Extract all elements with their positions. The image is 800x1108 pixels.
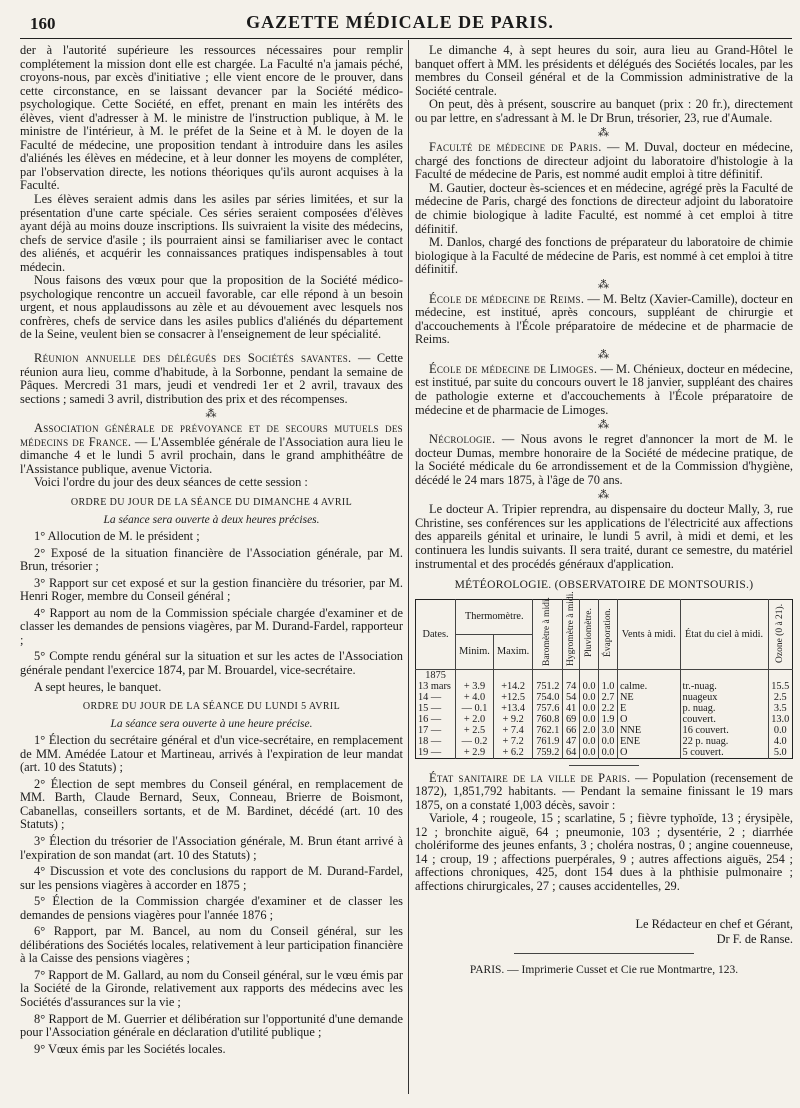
health-heading: État sanitaire de la ville de Paris. — [429, 770, 631, 785]
asylum-paragraph-1: der à l'autorité supérieure les ressources nécessaires pour remplir complétement la mission dont elle est chargée. La Faculté n'a jamais péché, croyons-nous, par excès d'initiative ; elle vient encore de le prouver, dans cette circonstance, en se laissant devancer par la Société médico-psychologique. Cette Société, en effet, prenant en main les intérêts des élèves, vient d'adresser à M. le ministre de l'instruction publique, à M. le ministre de l'intérieur, à M. le préfet de la Seine et à M. le doyen de la Faculté de médecine, une proposition tendant à introduire dans les asiles d'aliénés les élèves en médecine, et à leur donner les moyens de compléter, par l'observation directe, les notions théoriques qu'ils auront acquises à la Faculté. — [20, 43, 403, 193]
meteo-row — [416, 681, 793, 692]
meteo-cell-pluvio: 0.0 — [580, 714, 599, 725]
col-dates: Dates. — [416, 599, 456, 669]
meteo-cell-max: +13.4 — [493, 703, 533, 714]
meteo-cell-date: 19 — — [418, 746, 442, 758]
separator-stars: ⁂ — [598, 419, 610, 432]
order-intro: Voici l'ordre du jour des deux séances de cette session : — [34, 475, 308, 490]
meteo-row — [416, 714, 793, 725]
meteo-cell-hygro: 54 — [563, 692, 580, 703]
agenda-1-opening: La séance sera ouverte à deux heures précises. — [103, 513, 320, 526]
meteo-cell-vent: NE — [617, 692, 680, 703]
meteo-cell-ciel: p. nuag. — [680, 703, 768, 714]
meteo-cell-ciel: 16 couvert. — [680, 725, 768, 736]
faculty-heading: Faculté de médecine de Paris. — [429, 140, 602, 155]
meteo-cell-min: — 0.1 — [456, 703, 494, 714]
col-ozone: Ozone (0 à 21). — [774, 603, 785, 663]
meteo-cell-evap: 0.0 — [599, 736, 618, 747]
agenda-1-item: 2° Exposé de la situation financière de l'Association générale, par M. Brun, trésorier ; — [20, 545, 403, 574]
meteo-cell-baro: 762.1 — [533, 725, 563, 736]
meteo-cell-baro: 760.8 — [533, 714, 563, 725]
agenda-2-title: ORDRE DU JOUR DE LA SÉANCE DU LUNDI 5 AVRIL — [82, 701, 341, 713]
col-barometer: Baromètre à midi. — [542, 596, 553, 666]
meteo-row — [416, 736, 793, 747]
agenda-1-item: 1° Allocution de M. le président ; — [34, 529, 200, 544]
agenda-2-opening: La séance sera ouverte à une heure précise. — [110, 717, 313, 730]
editor-signature: Dr F. de Ranse. — [716, 932, 793, 947]
reims-article — [415, 293, 793, 347]
meteo-cell-ciel: tr.-nuag. — [680, 681, 768, 692]
meteo-cell-hygro: 66 — [563, 725, 580, 736]
meteo-cell-evap: 1.0 — [599, 681, 618, 692]
agenda-1-item: 4° Rapport au nom de la Commission spéciale chargée d'examiner et de classer les demandes de pensions viagères, par M. Durand-Fardel, rapporteur ; — [20, 605, 403, 647]
agenda-2-item: 6° Rapport, par M. Bancel, au nom du Conseil général, sur les délibérations des Sociétés locales, relativement à leur participation financière à la Caisse des pensions viagères ; — [20, 924, 403, 966]
meteo-cell-ciel: 22 p. nuag. — [680, 736, 768, 747]
meteo-cell-evap: 1.9 — [599, 714, 618, 725]
meteo-cell-min: + 4.0 — [456, 692, 494, 703]
separator-stars: ⁂ — [598, 278, 610, 291]
asylum-paragraph-3: Nous faisons des vœux pour que la proposition de la Société médico-psychologique rencontre un accueil favorable, car elle répond à un besoin urgent, et nous applaudissons au zèle et au dévouement avec lesquels nos confrères, chefs de service dans les asiles publics d'aliénés du département de la Seine, veulent bien se consacrer à l'enseignement de leur spécialité. — [20, 273, 403, 342]
limoges-heading: École de médecine de Limoges. — [429, 361, 598, 376]
necrology-text: — Nous avons le regret d'annoncer la mort de M. le docteur Dumas, membre honoraire de la Société de médecine pratique, de la Société médicale du 6e arrondissement et de la Commission d'hygiène, décédé le 24 mars 1875, à l'âge de 70 ans. — [415, 432, 793, 487]
gautier-paragraph: M. Gautier, docteur ès-sciences et en médecine, agrégé près la Faculté de médecine de Paris, chargé des fonctions de directeur adjoint du laboratoire de chimie biologique à ladite Faculté, est nommé à cet emploi à titre définitif. — [415, 180, 793, 236]
meteo-cell-date: 16 — — [418, 713, 442, 725]
meteo-cell-min: + 2.0 — [456, 714, 494, 725]
meteo-cell-vent: O — [617, 747, 680, 759]
tripier-paragraph: Le docteur A. Tripier reprendra, au dispensaire du docteur Mally, 3, rue Christine, ses conférences sur les applications de l'électricité aux affections des appareils génital et urinaire, le lundi 5 avril, à midi et demi, et les continuera les lundis suivants. Il sera traité, durant ce semestre, du matériel instrumental et des procédés généraux d'application. — [415, 502, 793, 571]
agenda-1-item: 5° Compte rendu général sur la situation et sur les actes de l'Association générale pendant l'exercice 1874, par M. Brouardel, vice-secrétaire. — [20, 649, 403, 677]
meteo-cell-pluvio: 0.0 — [580, 692, 599, 703]
danlos-paragraph: M. Danlos, chargé des fonctions de préparateur du laboratoire de chimie biologique à la Faculté de médecine de Paris, est nommé à cet emploi à titre définitif. — [415, 235, 793, 277]
meteo-cell-date: 17 — — [418, 724, 442, 736]
meteo-cell-min: + 2.9 — [456, 747, 494, 759]
meteorology-rows — [416, 669, 793, 758]
meteo-cell-evap: 0.0 — [599, 747, 618, 759]
meteo-cell-ciel: couvert. — [680, 714, 768, 725]
meteo-cell-hygro: 74 — [563, 681, 580, 692]
editor-line: Le Rédacteur en chef et Gérant, — [635, 916, 793, 931]
health-article — [415, 772, 793, 813]
meteo-cell-ozone: 2.5 — [768, 692, 792, 703]
meteo-cell-ozone: 0.0 — [768, 725, 792, 736]
meteo-row — [416, 703, 793, 714]
agenda-2-item: 3° Élection du trésorier de l'Association générale, M. Brun étant arrivé à l'expiration de son mandat (art. 10 des Statuts) ; — [20, 833, 403, 862]
meteo-cell-baro: 751.2 — [533, 681, 563, 692]
agenda-2-item: 1° Élection du secrétaire général et d'un vice-secrétaire, en remplacement de MM. Amédée Latour et Martineau, arrivés à l'expiration de leur mandat (art. 10 des Statuts) ; — [20, 733, 403, 775]
meteo-cell-baro: 757.6 — [533, 703, 563, 714]
right-column — [415, 44, 793, 977]
meteo-cell-baro: 759.2 — [533, 747, 563, 759]
meteo-year: 1875 — [425, 669, 446, 681]
agenda-2-item: 5° Élection de la Commission chargée d'examiner et de classer les demandes de pensions viagères pour l'année 1876 ; — [20, 894, 403, 922]
meteo-cell-evap: 3.0 — [599, 725, 618, 736]
asylum-paragraph-2: Les élèves seraient admis dans les asiles par séries limitées, et sur la présentation d'une carte spéciale. Ces séries seraient composées d'élèves ayant déjà au moins douze inscriptions. Ils suivraient la visite des médecins, chefs de service d'asile ; ils pourraient ainsi se familiariser avec le contact des aliénés, et acquérir les connaissances pratiques indispensables à tout médecin. — [20, 192, 403, 274]
meteo-cell-ciel: nuageux — [680, 692, 768, 703]
meteo-cell-vent: NNE — [617, 725, 680, 736]
association-text: — L'Assemblée générale de l'Association aura lieu le dimanche 4 et le lundi 5 avril prochain, dans le grand amphithéâtre de l'Assistance publique, avenue Victoria. — [20, 434, 404, 476]
meteo-cell-ozone: 4.0 — [768, 736, 792, 747]
agenda-1-item: A sept heures, le banquet. — [34, 679, 162, 694]
col-evaporation: Évaporation. — [602, 608, 613, 657]
meteo-cell-pluvio: 0.0 — [580, 747, 599, 759]
necrology-article — [415, 433, 793, 487]
agenda-1-title: ORDRE DU JOUR DE LA SÉANCE DU DIMANCHE 4 AVRIL — [70, 496, 353, 508]
meteo-cell-ozone: 3.5 — [768, 703, 792, 714]
page-header — [0, 0, 800, 44]
agenda-2-item: 4° Discussion et vote des conclusions du rapport de M. Durand-Fardel, sur les pensions viagères à accorder en 1875 ; — [20, 864, 403, 892]
meteo-cell-max: + 7.2 — [493, 736, 533, 747]
meteo-cell-baro: 754.0 — [533, 692, 563, 703]
meteo-cell-evap: 2.2 — [599, 703, 618, 714]
death-causes: Variole, 4 ; rougeole, 15 ; scarlatine, 5 ; fièvre typhoïde, 13 ; érysipèle, 12 ; bronchite aiguë, 64 ; pneumonie, 103 ; dysentérie, 2 ; diarrhée cholériforme des jeunes enfants, 3 ; choléra nostras, 0 ; angine couenneuse, 14 ; croup, 19 ; affections puerpérales, 9 ; autres affections aiguës, 254 ; affections chroniques, 425, dont 154 dues à la phthisie pulmonaire ; affections chirurgicales, 27 ; causes accidentelles, 29. — [415, 811, 793, 893]
reims-text: — M. Beltz (Xavier-Camille), docteur en médecine, est institué, après concours, suppléant de chirurgie et d'accouchements à l'École préparatoire de médecine et de pharmacie de Reims. — [415, 291, 793, 347]
col-winds: Vents à midi. — [617, 599, 680, 669]
reims-heading: École de médecine de Reims. — [429, 291, 585, 306]
agenda-2-item: 2° Élection de sept membres du Conseil général, en remplacement de MM. Barth, Claude Bernard, Seux, Conneau, Brierre de Boismont, Cabanellas, conseillers sortants, et de M. Bardinet, décédé (art. 10 des Statuts) ; — [20, 776, 403, 832]
meteo-cell-evap: 2.7 — [599, 692, 618, 703]
page-number: 160 — [30, 14, 56, 33]
meteorology-table — [415, 590, 793, 759]
meteo-row — [416, 725, 793, 736]
faculty-article — [415, 141, 793, 182]
journal-title: GAZETTE MÉDICALE DE PARIS. — [246, 12, 554, 32]
agenda-2-item: 8° Rapport de M. Guerrier et délibération sur l'opportunité d'une demande pour l'Association générale en déclaration d'utilité publique ; — [20, 1011, 403, 1040]
meteo-cell-min: + 3.9 — [456, 681, 494, 692]
meteo-row — [416, 747, 793, 759]
meteo-cell-date: 15 — — [418, 702, 442, 714]
meteo-cell-vent: ENE — [617, 736, 680, 747]
separator-stars: ⁂ — [598, 127, 610, 140]
meteo-cell-pluvio: 0.0 — [580, 703, 599, 714]
printer-line: PARIS. — Imprimerie Cusset et Cie rue Montmartre, 123. — [469, 963, 739, 976]
meteo-cell-vent: E — [617, 703, 680, 714]
col-pluviometer: Pluviomètre. — [583, 608, 594, 658]
reunion-heading: Réunion annuelle des délégués des Sociétés savantes. — [34, 351, 352, 366]
meteo-cell-date: 13 mars — [418, 680, 451, 692]
col-maximum: Maxim. — [493, 634, 533, 669]
meteo-cell-ozone: 15.5 — [768, 681, 792, 692]
meteo-cell-hygro: 41 — [563, 703, 580, 714]
meteo-cell-pluvio: 2.0 — [580, 725, 599, 736]
meteo-cell-min: + 2.5 — [456, 725, 494, 736]
meteo-cell-pluvio: 0.0 — [580, 681, 599, 692]
col-hygrometer: Hygromètre à midi. — [565, 590, 576, 666]
necrology-heading: Nécrologie. — [429, 432, 496, 447]
reunion-article — [20, 352, 403, 406]
subscribe-paragraph: On peut, dès à présent, souscrire au banquet (prix : 20 fr.), directement ou par lettre, en s'adressant à M. le Dr Brun, trésorier, 23, rue d'Aumale. — [415, 97, 793, 125]
meteo-cell-max: + 7.4 — [493, 725, 533, 736]
meteo-cell-max: + 9.2 — [493, 714, 533, 725]
meteo-cell-max: +12.5 — [493, 692, 533, 703]
meteo-cell-date: 14 — — [418, 691, 442, 703]
meteo-cell-date: 18 — — [418, 735, 442, 747]
meteo-cell-ozone: 5.0 — [768, 747, 792, 759]
separator-stars: ⁂ — [598, 489, 610, 502]
meteo-cell-ciel: 5 couvert. — [680, 747, 768, 759]
meteo-cell-min: — 0.2 — [456, 736, 494, 747]
meteo-cell-max: +14.2 — [493, 681, 533, 692]
association-article — [20, 422, 403, 476]
limoges-text: — M. Chénieux, docteur en médecine, est institué, par suite du concours ouvert le 18 janvier, suppléant des chaires de pathologie externe et d'accouchements à l'École préparatoire de médecine et de pharmacie de Limoges. — [415, 361, 793, 417]
meteo-cell-baro: 761.9 — [533, 736, 563, 747]
footer-rule — [514, 953, 694, 954]
col-thermometer: Thermomètre. — [456, 599, 533, 634]
association-heading: Association générale de prévoyance et de secours mutuels des médecins de France. — [20, 421, 403, 449]
separator-rule — [569, 765, 639, 766]
meteo-cell-hygro: 64 — [563, 747, 580, 759]
meteorology-title: MÉTÉOROLOGIE. (OBSERVATOIRE DE MONTSOURIS.) — [454, 579, 754, 592]
meteo-cell-pluvio: 0.0 — [580, 736, 599, 747]
meteo-cell-vent: O — [617, 714, 680, 725]
header-rule — [20, 38, 792, 39]
banquet-paragraph: Le dimanche 4, à sept heures du soir, aura lieu au Grand-Hôtel le banquet offert à MM. les présidents et délégués des Sociétés locales, par les membres du Conseil général et de la Commission administrative de la Société centrale. — [415, 43, 793, 98]
col-minimum: Minim. — [456, 634, 494, 669]
left-column — [20, 44, 403, 1056]
meteo-cell-ozone: 13.0 — [768, 714, 792, 725]
limoges-article — [415, 363, 793, 417]
column-divider — [408, 40, 409, 1094]
meteo-cell-max: + 6.2 — [493, 747, 533, 759]
meteo-cell-vent: calme. — [617, 681, 680, 692]
agenda-2-item: 7° Rapport de M. Gallard, au nom du Conseil général, sur le vœu émis par la Société de la Gironde, relativement aux rapports des médecins avec les Sociétés d'assurances sur la vie ; — [20, 967, 403, 1009]
meteo-cell-hygro: 47 — [563, 736, 580, 747]
reunion-text: — Cette réunion aura lieu, comme d'habitude, à la Sorbonne, pendant la semaine de Pâques. Mercredi 31 mars, jeudi et vendredi 1er et 2 avril, travaux des sections ; samedi 3 avril, distribution des prix et des récompenses. — [20, 351, 403, 406]
separator-stars: ⁂ — [598, 348, 610, 361]
col-sky: État du ciel à midi. — [680, 599, 768, 669]
faculty-text: — M. Duval, docteur en médecine, chargé des fonctions de directeur adjoint du laboratoire d'histologie à la Faculté de médecine de Paris, est nommé audit emploi à titre définitif. — [415, 140, 793, 182]
health-text: — Population (recensement de 1872), 1,851,792 habitants. — Pendant la semaine finissant le 19 mars 1875, on a constaté 1,003 décès, savoir : — [415, 770, 794, 812]
meteo-row — [416, 692, 793, 703]
meteo-cell-hygro: 69 — [563, 714, 580, 725]
agenda-1-item: 3° Rapport sur cet exposé et sur la gestion financière du trésorier, par M. Henri Roger, membre du Conseil général ; — [20, 575, 403, 604]
separator-stars: ⁂ — [205, 408, 218, 421]
agenda-2-item: 9° Vœux émis par les Sociétés locales. — [34, 1041, 226, 1056]
